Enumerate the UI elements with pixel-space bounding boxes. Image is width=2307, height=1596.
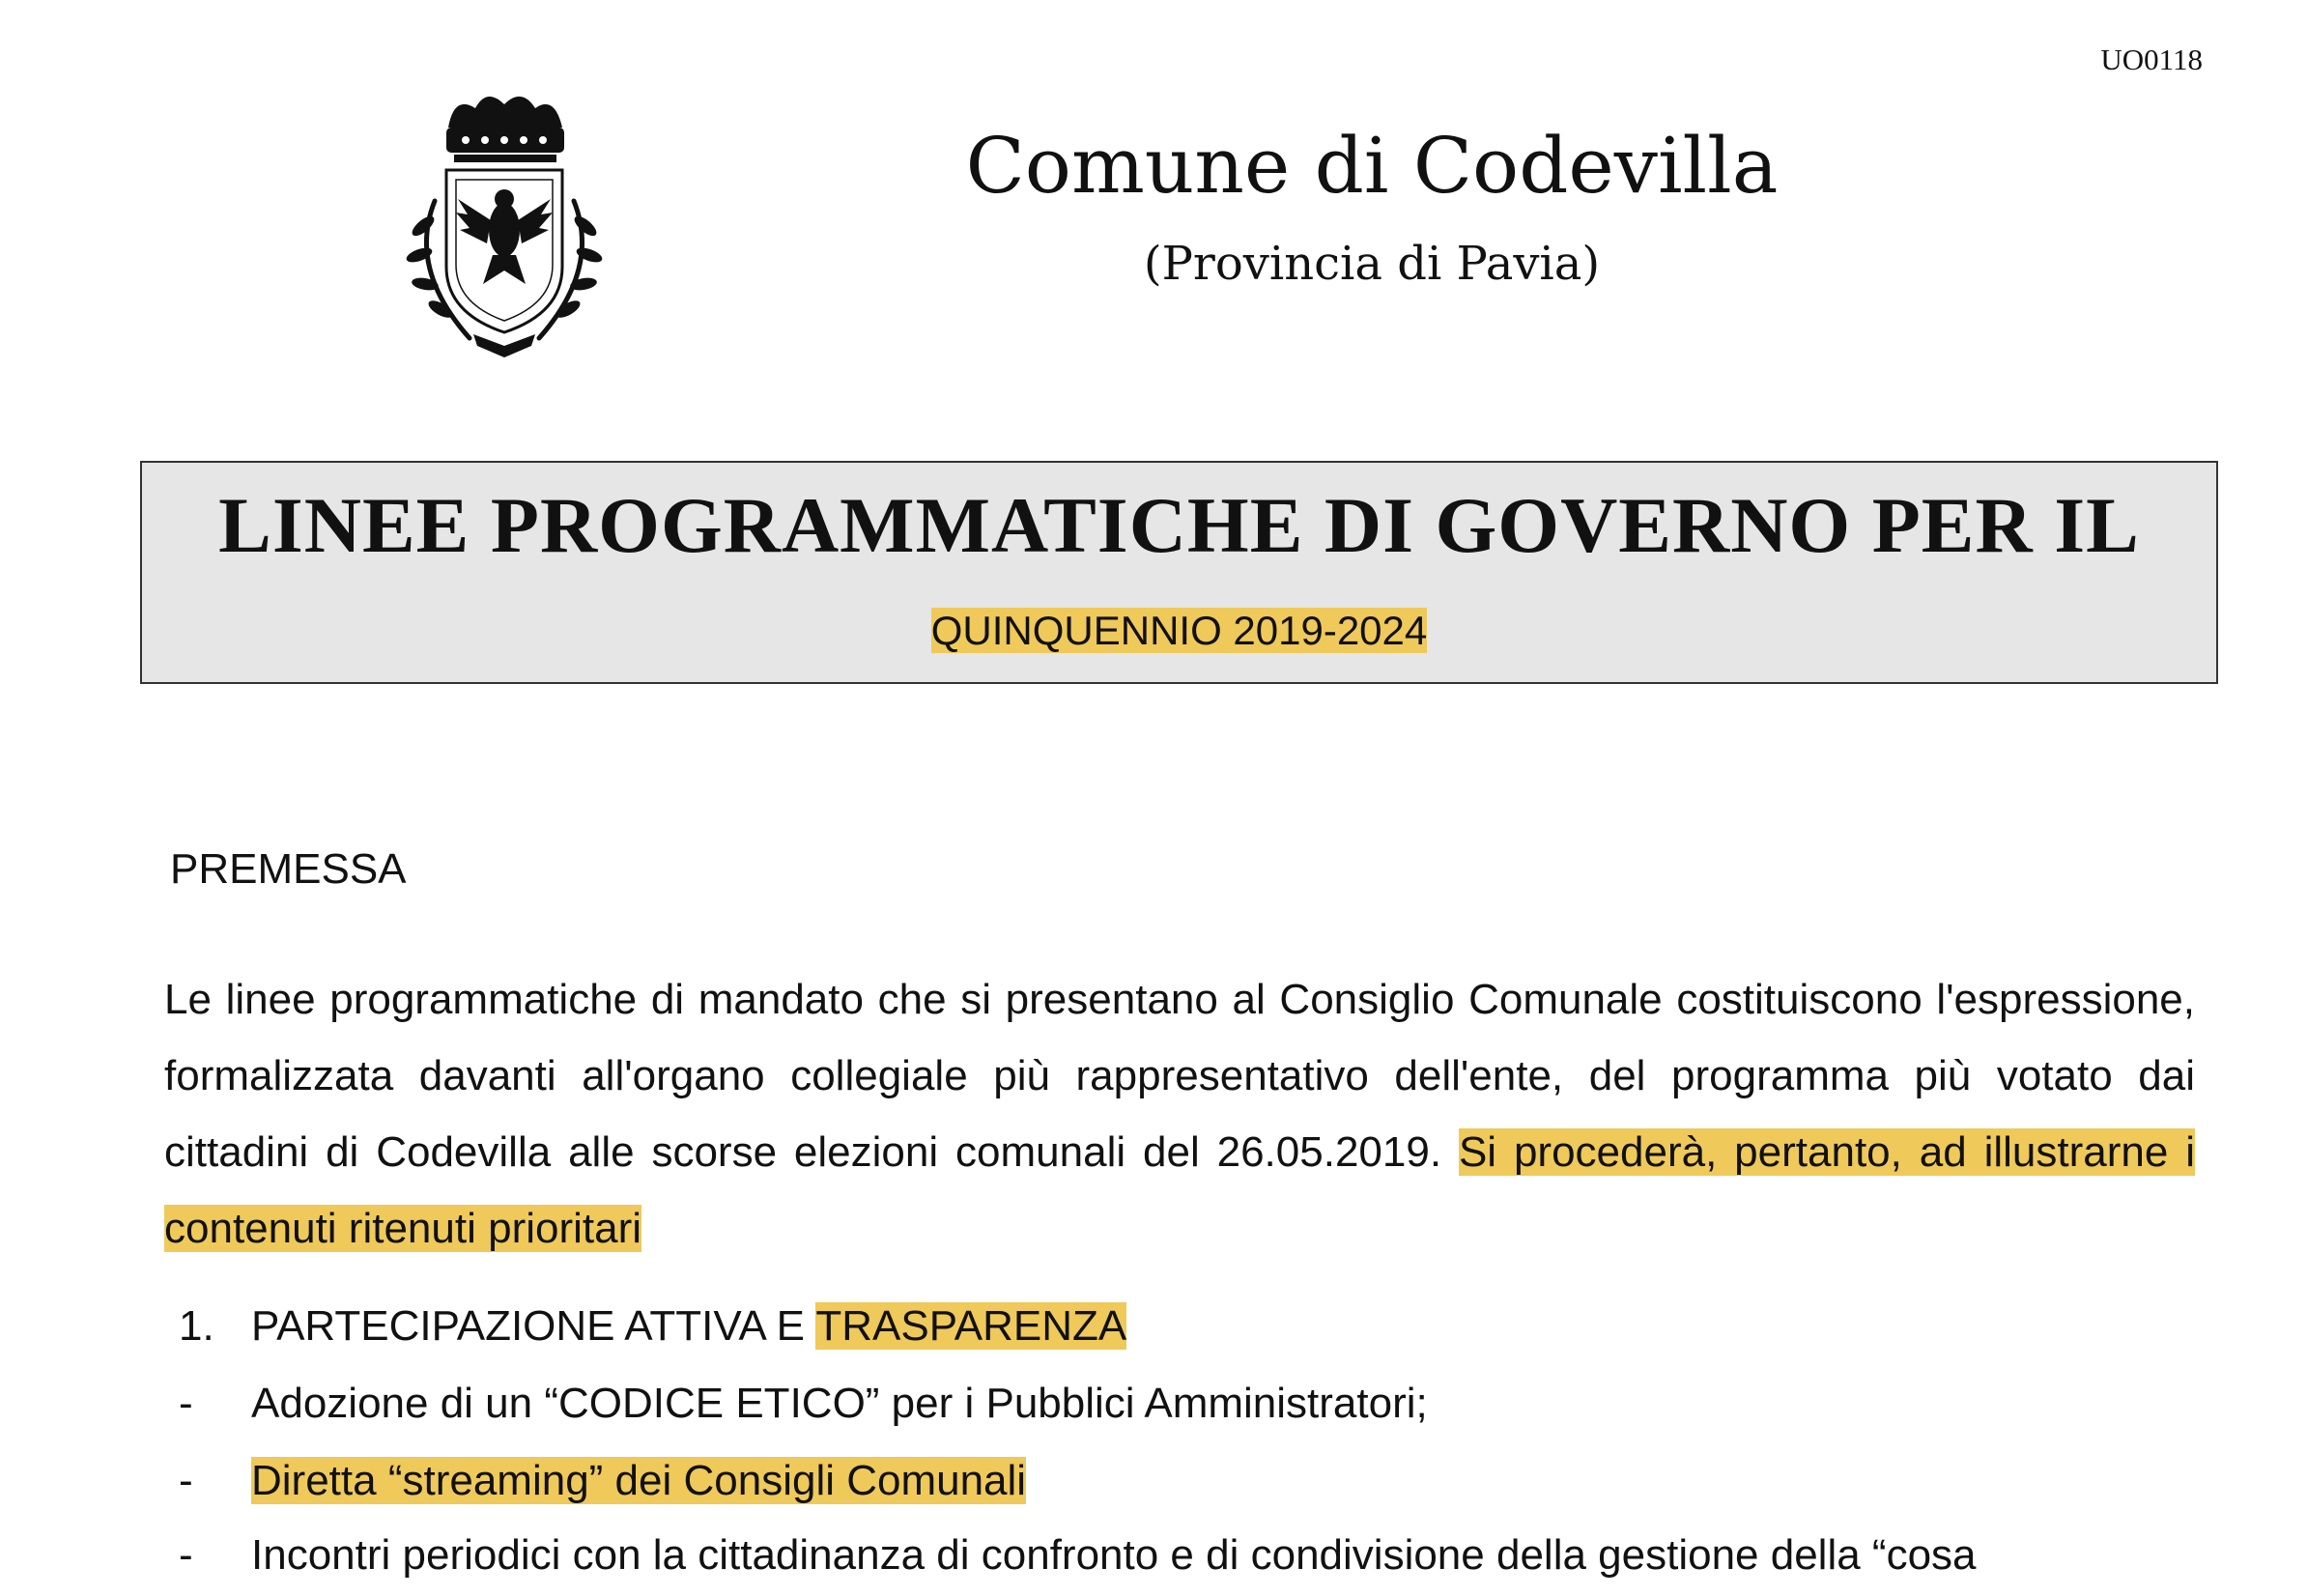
section-title [251, 1299, 1126, 1354]
list-item-text-wrap [251, 1454, 1026, 1508]
list-item [0, 1528, 2307, 1596]
section-number: 1. [179, 1302, 214, 1350]
section-1-heading [0, 1299, 2307, 1367]
section-title-highlight: TRASPARENZA [815, 1302, 1127, 1350]
list-item [0, 1377, 2307, 1444]
document-subtitle-line [142, 604, 2216, 658]
title-box [140, 461, 2218, 684]
municipality-name: Comune di Codevilla [965, 121, 1779, 211]
document-code: UO0118 [2100, 43, 2203, 76]
section-title-plain: PARTECIPAZIONE ATTIVA E [251, 1302, 816, 1350]
premessa-paragraph-text: Le linee programmatiche di mandato che si presentano al Consiglio Comunale costituiscono l'espressione, formalizzata davanti all'organo collegiale più rappresentativo dell'ente, del programma più votato dai cittadini di Codevilla alle scorse elezioni comunali del 26.05.2019. [164, 976, 2195, 1176]
list-item-text: Adozione di un “CODICE ETICO” per i Pubblici Amministratori; [251, 1380, 1428, 1427]
document-period: QUINQUENNIO 2019-2024 [930, 608, 1428, 653]
list-item-text: Incontri periodici con la cittadinanza di confronto e di condivisione della gestione della “cosa [251, 1531, 1977, 1579]
list-bullet: - [179, 1457, 193, 1504]
document-title: LINEE PROGRAMMATICHE DI GOVERNO PER IL [218, 481, 2140, 569]
list-bullet: - [179, 1531, 193, 1579]
province-name: (Provincia di Pavia) [1143, 237, 1601, 291]
premessa-heading: PREMESSA [170, 845, 407, 893]
list-item [0, 1454, 2307, 1522]
list-bullet: - [179, 1380, 193, 1427]
municipal-coat-of-arms-icon [386, 85, 618, 365]
list-item-text: Diretta “streaming” dei Consigli Comunali [251, 1457, 1027, 1504]
premessa-paragraph [164, 961, 2195, 1267]
premessa-paragraph-highlight: Si procederà, pertanto, ad illustrarne i contenuti ritenuti prioritari [164, 1128, 2195, 1252]
